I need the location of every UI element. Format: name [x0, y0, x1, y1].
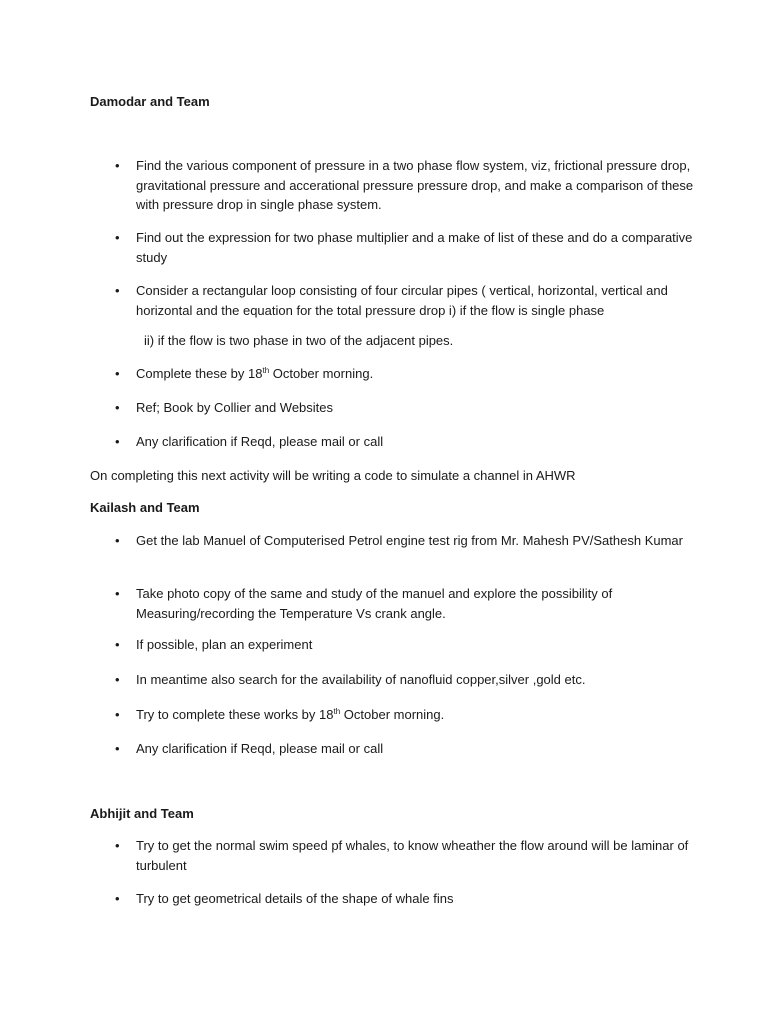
list-subitem: ii) if the flow is two phase in two of the adjacent pipes.: [144, 333, 454, 348]
section-heading-abhijit: Abhijit and Team: [90, 806, 194, 821]
bullet-icon: •: [115, 838, 120, 853]
bullet-icon: •: [115, 230, 120, 245]
list-item: Any clarification if Reqd, please mail or call: [136, 434, 384, 449]
list-item: Find the various component of pressure in a two phase flow system, viz, frictional pressure drop, gravitational pressure and accerational pressure pressure drop, and make a comparison of these with pressure drop in single phase system.: [136, 158, 694, 212]
bullet-icon: •: [115, 366, 120, 381]
list-item: Take photo copy of the same and study of the manuel and explore the possibility of Measuring/recording the Temperature Vs crank angle.: [136, 586, 613, 621]
bullet-icon: •: [115, 586, 120, 601]
list-item: Get the lab Manuel of Computerised Petrol engine test rig from Mr. Mahesh PV/Sathesh Kumar: [136, 533, 683, 548]
bullet-icon: •: [115, 707, 120, 722]
list-item: Find out the expression for two phase multiplier and a make of list of these and do a comparative study: [136, 230, 693, 265]
list-item: Ref; Book by Collier and Websites: [136, 400, 334, 415]
list-item-deadline: [136, 364, 696, 384]
list-item: If possible, plan an experiment: [136, 637, 313, 652]
bullet-icon: •: [115, 637, 120, 652]
section-note: On completing this next activity will be writing a code to simulate a channel in AHWR: [90, 468, 576, 483]
list-item: Try to get geometrical details of the shape of whale fins: [136, 891, 454, 906]
bullet-icon: •: [115, 283, 120, 298]
list-item-deadline: [136, 705, 696, 725]
ordinal-suffix: th: [333, 707, 341, 716]
deadline-text-end: October morning.: [340, 707, 445, 722]
deadline-text-end: October morning.: [269, 366, 374, 381]
ordinal-suffix: th: [262, 366, 270, 375]
bullet-icon: •: [115, 400, 120, 415]
bullet-icon: •: [115, 434, 120, 449]
bullet-icon: •: [115, 672, 120, 687]
bullet-icon: •: [115, 533, 120, 548]
deadline-text: Try to complete these works by 18: [136, 707, 334, 722]
list-item: Consider a rectangular loop consisting of four circular pipes ( vertical, horizontal, vertical and horizontal and the equation for the total pressure drop i) if the flow is single phase: [136, 283, 668, 318]
bullet-icon: •: [115, 158, 120, 173]
list-item: Try to get the normal swim speed pf whales, to know wheather the flow around will be laminar of turbulent: [136, 838, 689, 873]
bullet-icon: •: [115, 891, 120, 906]
deadline-text: Complete these by 18: [136, 366, 263, 381]
list-item: In meantime also search for the availability of nanofluid copper,silver ,gold etc.: [136, 672, 586, 687]
section-heading-damodar: Damodar and Team: [90, 94, 210, 109]
section-heading-kailash: Kailash and Team: [90, 500, 200, 515]
list-item: Any clarification if Reqd, please mail or call: [136, 741, 384, 756]
bullet-icon: •: [115, 741, 120, 756]
